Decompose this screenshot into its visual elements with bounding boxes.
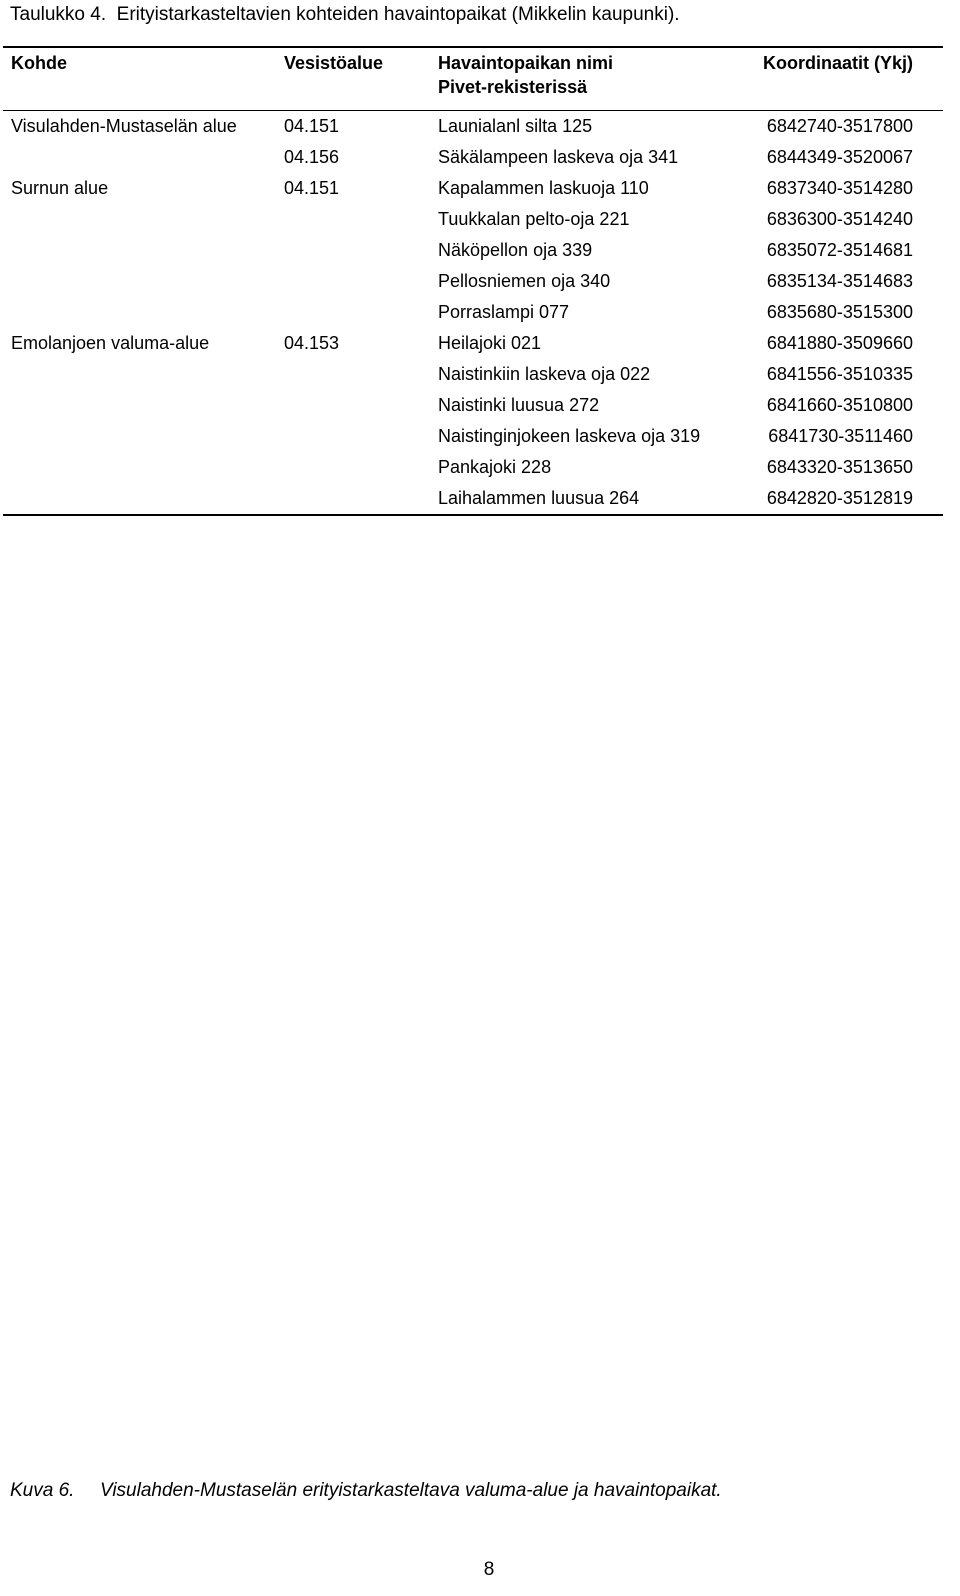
cell-koordinaatit: 6844349-3520067 (766, 147, 913, 167)
table-row (3, 297, 943, 328)
cell-nimi: Naistinki luusua 272 (438, 395, 600, 415)
cell-koordinaatit: 6842740-3517800 (766, 116, 913, 136)
cell-nimi: Kapalammen laskuoja 110 (438, 178, 649, 198)
cell-koordinaatit: 6841730-3511460 (768, 426, 913, 446)
cell-koordinaatit: 6835134-3514683 (766, 271, 913, 291)
page-number: 8 (483, 1559, 495, 1580)
cell-nimi: Naistinginjokeen laskeva oja 319 (438, 426, 701, 446)
cell-koordinaatit: 6835072-3514681 (766, 240, 913, 260)
cell-koordinaatit: 6837340-3514280 (766, 178, 913, 198)
table-row (3, 452, 943, 483)
cell-kohde: Visulahden-Mustaselän alue (11, 116, 237, 136)
table-row (3, 359, 943, 390)
table-row (3, 111, 943, 142)
table-row (3, 204, 943, 235)
header-nimi-line1: Havaintopaikan nimi (438, 53, 614, 73)
cell-kohde: Surnun alue (11, 178, 109, 198)
header-kohde: Kohde (11, 53, 67, 73)
table-body (3, 111, 943, 514)
cell-koordinaatit: 6843320-3513650 (766, 457, 913, 477)
cell-nimi: Pankajoki 228 (438, 457, 552, 477)
table-header (3, 48, 943, 111)
cell-nimi: Porraslampi 077 (438, 302, 570, 322)
table-row (3, 390, 943, 421)
cell-nimi: Näköpellon oja 339 (438, 240, 593, 260)
cell-kohde: Emolanjoen valuma-alue (11, 333, 210, 353)
cell-koordinaatit: 6835680-3515300 (766, 302, 913, 322)
cell-koordinaatit: 6841660-3510800 (766, 395, 913, 415)
table-row (3, 142, 943, 173)
cell-nimi: Pellosniemen oja 340 (438, 271, 611, 291)
cell-vesistoalue: 04.156 (284, 147, 340, 167)
table-caption: Taulukko 4. Erityistarkasteltavien kohteiden havaintopaikat (Mikkelin kaupunki). (10, 4, 680, 25)
figure-caption (10, 1478, 722, 1504)
table-row (3, 235, 943, 266)
header-koordinaatit: Koordinaatit (Ykj) (762, 53, 913, 73)
cell-vesistoalue: 04.151 (284, 116, 340, 136)
header-nimi-line2: Pivet-rekisterissä (438, 77, 588, 97)
cell-nimi: Laihalammen luusua 264 (438, 488, 640, 508)
cell-nimi: Säkälampeen laskeva oja 341 (438, 147, 679, 167)
cell-koordinaatit: 6842820-3512819 (766, 488, 913, 508)
cell-koordinaatit: 6841880-3509660 (766, 333, 913, 353)
header-vesistoalue: Vesistöalue (284, 53, 384, 73)
figure-caption-label: Kuva 6. (10, 1480, 75, 1501)
observation-sites-table (3, 46, 943, 516)
cell-nimi: Tuukkalan pelto-oja 221 (438, 209, 630, 229)
table-row (3, 173, 943, 204)
header-havaintopaikan-nimi (438, 51, 613, 99)
cell-vesistoalue: 04.151 (284, 178, 340, 198)
table-row (3, 266, 943, 297)
figure-caption-text: Visulahden-Mustaselän erityistarkasteltava valuma-alue ja havaintopaikat. (100, 1480, 722, 1501)
table-row (3, 421, 943, 452)
cell-nimi: Naistinkiin laskeva oja 022 (438, 364, 651, 384)
table-row (3, 328, 943, 359)
cell-koordinaatit: 6836300-3514240 (766, 209, 913, 229)
cell-koordinaatit: 6841556-3510335 (766, 364, 913, 384)
cell-vesistoalue: 04.153 (284, 333, 340, 353)
cell-nimi: Launialanl silta 125 (438, 116, 593, 136)
cell-nimi: Heilajoki 021 (438, 333, 542, 353)
table-row (3, 483, 943, 514)
